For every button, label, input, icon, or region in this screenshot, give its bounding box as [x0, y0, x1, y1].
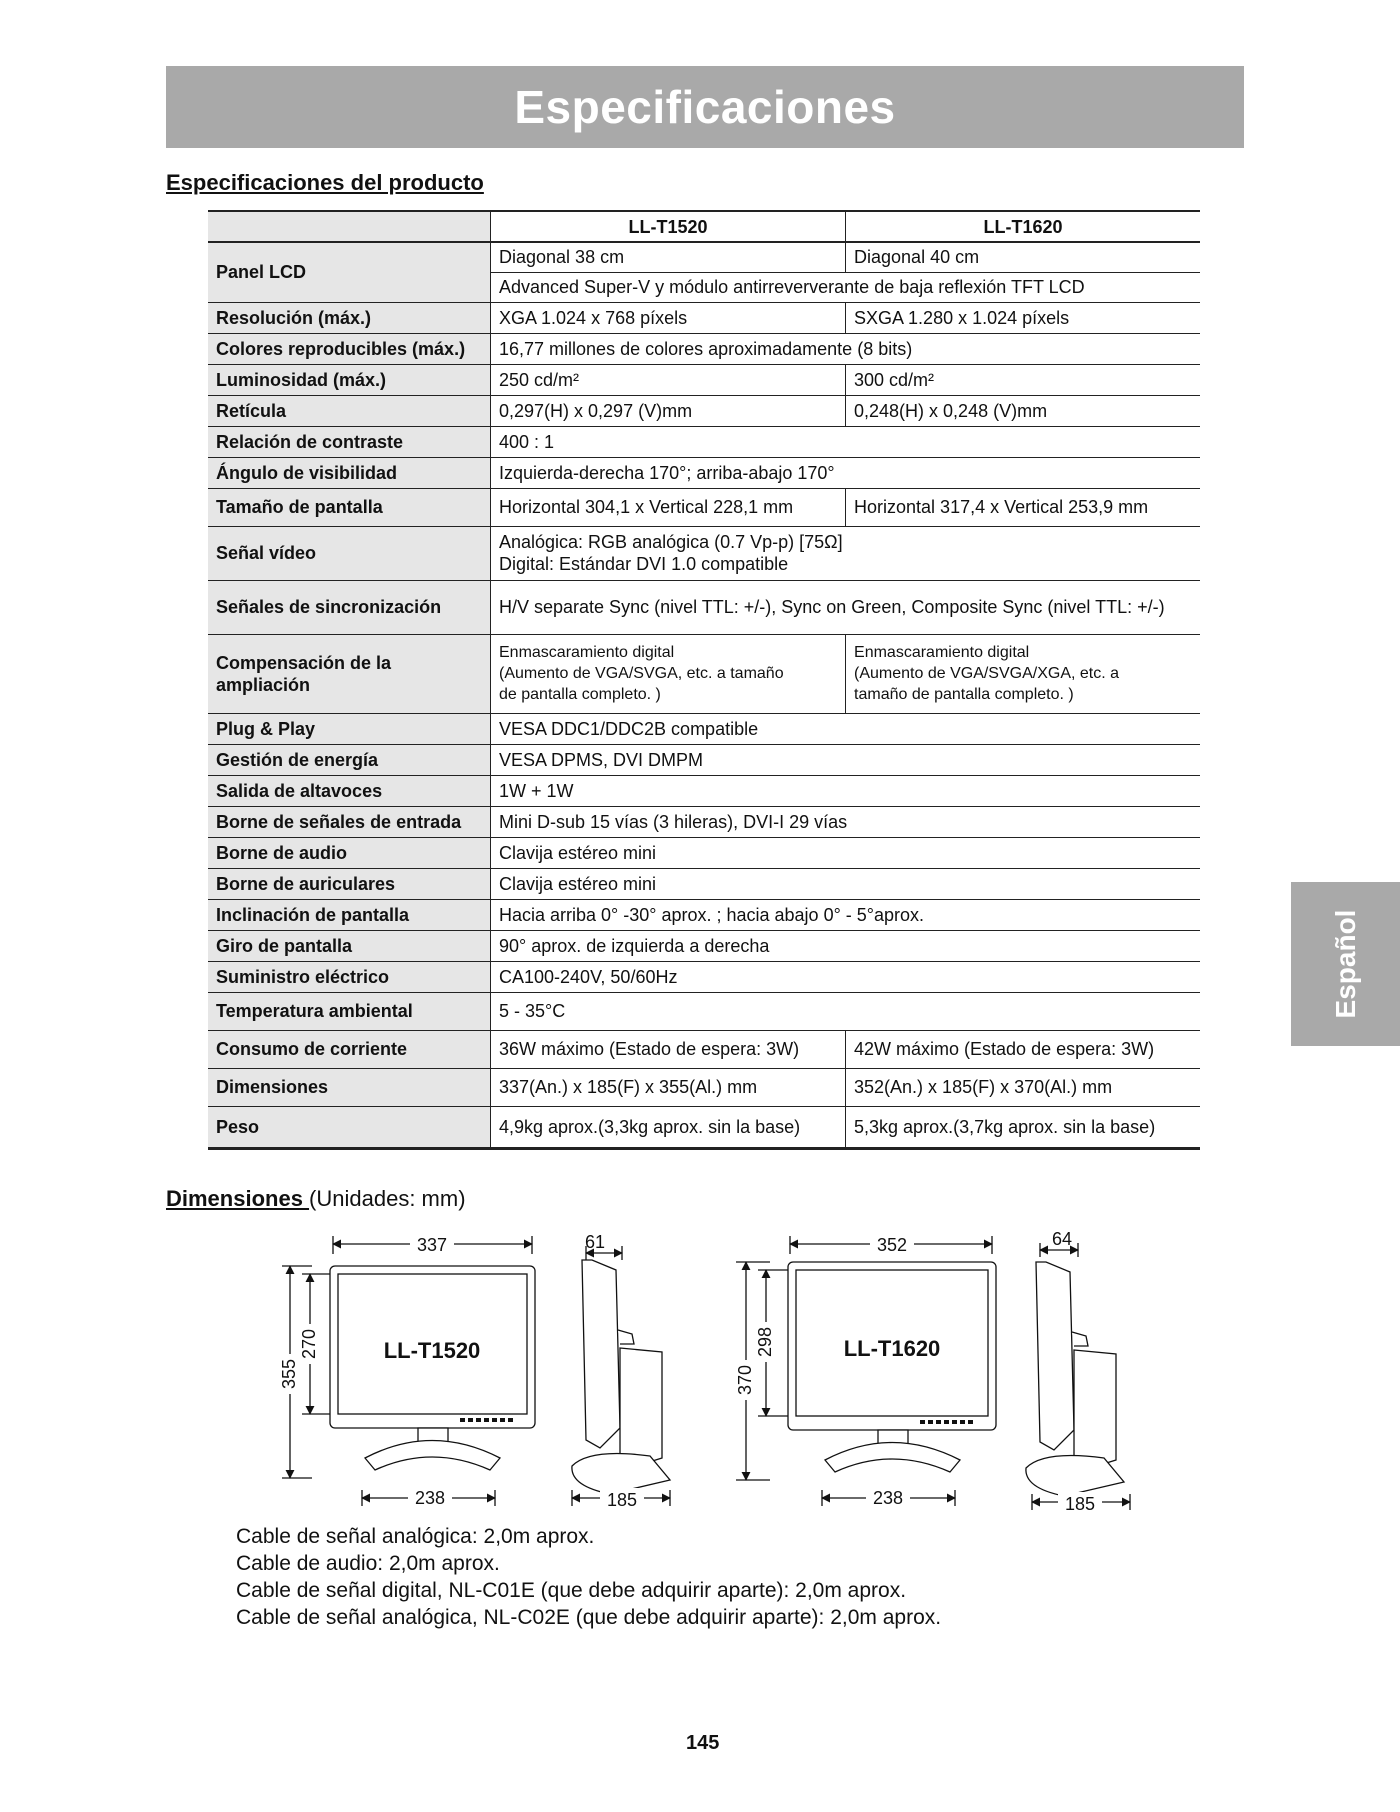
height-label-1: 355	[279, 1358, 299, 1390]
table-row	[208, 488, 1200, 526]
table-row	[208, 930, 1200, 961]
table-row	[208, 775, 1200, 806]
cell-value: XGA 1.024 x 768 píxels	[491, 302, 846, 333]
cell-value: Diagonal 40 cm	[846, 242, 1200, 272]
cell-line: (Aumento de VGA/SVGA/XGA, etc. a	[854, 665, 1120, 682]
row-label: Retícula	[208, 395, 491, 426]
note-line: Cable de señal analógica, NL-C02E (que debe adquirir aparte): 2,0m aprox.	[236, 1606, 942, 1629]
screen-height-label-2: 298	[755, 1326, 775, 1358]
cell-value: 16,77 millones de colores aproximadamente (8 bits)	[491, 333, 1201, 364]
width-label-2: 352	[876, 1235, 908, 1255]
note-line: Cable de audio: 2,0m aprox.	[236, 1552, 500, 1575]
table-header-row	[208, 211, 1200, 242]
table-row	[208, 426, 1200, 457]
cell-value: 5 - 35°C	[491, 992, 1201, 1030]
table-row	[208, 744, 1200, 775]
row-label: Señales de sincronización	[208, 580, 491, 634]
column-header: LL-T1520	[491, 211, 846, 242]
side-view-ll-t1520	[572, 1246, 670, 1506]
cell-value: VESA DPMS, DVI DMPM	[491, 744, 1201, 775]
cell-line: Enmascaramiento digital	[854, 644, 1030, 661]
page-title: Especificaciones	[514, 81, 896, 133]
table-corner	[208, 211, 491, 242]
cell-line: (Aumento de VGA/SVGA, etc. a tamaño	[499, 665, 784, 682]
row-label: Giro de pantalla	[208, 930, 491, 961]
row-label: Salida de altavoces	[208, 775, 491, 806]
cell-value: 0,297(H) x 0,297 (V)mm	[491, 395, 846, 426]
table-row	[208, 364, 1200, 395]
note-line: Cable de señal digital, NL-C01E (que debe adquirir aparte): 2,0m aprox.	[236, 1579, 907, 1602]
spec-table	[208, 210, 1200, 1150]
dimensions-units: (Unidades: mm)	[309, 1186, 466, 1211]
table-row	[208, 580, 1200, 634]
table-row	[208, 1106, 1200, 1148]
table-row	[208, 395, 1200, 426]
cell-value	[491, 634, 846, 713]
cell-value: H/V separate Sync (nivel TTL: +/-), Sync on Green, Composite Sync (nivel TTL: +/-)	[491, 580, 1201, 634]
cell-value: 400 : 1	[491, 426, 1201, 457]
dimension-diagrams	[270, 1218, 1150, 1518]
cell-value: Clavija estéreo mini	[491, 837, 1201, 868]
base-width-label-1: 238	[414, 1488, 446, 1508]
note-line: Cable de señal analógica: 2,0m aprox.	[236, 1525, 595, 1548]
cell-value: 90° aprox. de izquierda a derecha	[491, 930, 1201, 961]
row-label: Borne de audio	[208, 837, 491, 868]
table-row	[208, 992, 1200, 1030]
cell-value: Horizontal 317,4 x Vertical 253,9 mm	[846, 488, 1200, 526]
base-depth-label-1: 185	[606, 1490, 638, 1510]
language-tab-label: Español	[1329, 909, 1361, 1019]
cell-value: 0,248(H) x 0,248 (V)mm	[846, 395, 1200, 426]
table-row	[208, 634, 1200, 713]
table-row	[208, 899, 1200, 930]
depth-label-2: 64	[1051, 1229, 1073, 1249]
width-label-1: 337	[416, 1235, 448, 1255]
cell-value: Hacia arriba 0° -30° aprox. ; hacia abajo 0° - 5°aprox.	[491, 899, 1201, 930]
row-label: Plug & Play	[208, 713, 491, 744]
cell-value: 352(An.) x 185(F) x 370(Al.) mm	[846, 1068, 1200, 1106]
cell-value: 250 cd/m²	[491, 364, 846, 395]
table-row	[208, 302, 1200, 333]
page-title-banner	[166, 66, 1244, 148]
table-row	[208, 1068, 1200, 1106]
height-label-2: 370	[735, 1364, 755, 1396]
cell-value: Izquierda-derecha 170°; arriba-abajo 170°	[491, 457, 1201, 488]
cell-line: de pantalla completo. )	[499, 686, 661, 703]
row-label: Peso	[208, 1106, 491, 1148]
table-row	[208, 333, 1200, 364]
cell-value: Horizontal 304,1 x Vertical 228,1 mm	[491, 488, 846, 526]
row-label: Luminosidad (máx.)	[208, 364, 491, 395]
dimensions-heading: Dimensiones	[166, 1186, 310, 1211]
cell-value	[491, 526, 1201, 580]
side-view-ll-t1620	[1026, 1243, 1130, 1510]
cell-value: CA100-240V, 50/60Hz	[491, 961, 1201, 992]
page-number: 145	[686, 1732, 720, 1754]
row-label: Borne de señales de entrada	[208, 806, 491, 837]
row-label: Compensación de la ampliación	[208, 634, 491, 713]
base-width-label-2: 238	[872, 1488, 904, 1508]
row-label: Temperatura ambiental	[208, 992, 491, 1030]
cell-value: 300 cd/m²	[846, 364, 1200, 395]
cell-value: 1W + 1W	[491, 775, 1201, 806]
table-row	[208, 806, 1200, 837]
row-label: Gestión de energía	[208, 744, 491, 775]
section-title-dimensions	[166, 1186, 466, 1212]
row-label: Colores reproducibles (máx.)	[208, 333, 491, 364]
cell-value: Advanced Super-V y módulo antirreververante de baja reflexión TFT LCD	[491, 272, 1201, 302]
base-depth-label-2: 185	[1064, 1494, 1096, 1514]
cell-value: 36W máximo (Estado de espera: 3W)	[491, 1030, 846, 1068]
table-row	[208, 713, 1200, 744]
model-label-1: LL-T1520	[383, 1338, 481, 1363]
cell-line: Enmascaramiento digital	[499, 644, 675, 661]
cell-value: SXGA 1.280 x 1.024 píxels	[846, 302, 1200, 333]
language-tab	[1291, 882, 1400, 1046]
table-row	[208, 1030, 1200, 1068]
table-row	[208, 526, 1200, 580]
row-label: Señal vídeo	[208, 526, 491, 580]
row-label: Panel LCD	[208, 242, 491, 302]
video-digital: Digital: Estándar DVI 1.0 compatible	[499, 554, 789, 574]
cell-value: 5,3kg aprox.(3,7kg aprox. sin la base)	[846, 1106, 1200, 1148]
row-label: Dimensiones	[208, 1068, 491, 1106]
depth-label-1: 61	[584, 1232, 606, 1252]
row-label: Inclinación de pantalla	[208, 899, 491, 930]
cell-value: Clavija estéreo mini	[491, 868, 1201, 899]
table-row	[208, 868, 1200, 899]
table-row	[208, 837, 1200, 868]
row-label: Suministro eléctrico	[208, 961, 491, 992]
cell-value	[846, 634, 1200, 713]
row-label: Borne de auriculares	[208, 868, 491, 899]
front-view-ll-t1520	[282, 1236, 535, 1506]
cell-value: Diagonal 38 cm	[491, 242, 846, 272]
cell-value: Mini D-sub 15 vías (3 hileras), DVI-I 29 vías	[491, 806, 1201, 837]
front-view-ll-t1620	[736, 1236, 996, 1506]
cell-value: 337(An.) x 185(F) x 355(Al.) mm	[491, 1068, 846, 1106]
row-label: Ángulo de visibilidad	[208, 457, 491, 488]
cable-notes	[236, 1523, 941, 1631]
video-analog: Analógica: RGB analógica (0.7 Vp-p) [75Ω]	[499, 532, 843, 552]
section-title-product: Especificaciones del producto	[166, 170, 484, 195]
row-label: Tamaño de pantalla	[208, 488, 491, 526]
cell-line: tamaño de pantalla completo. )	[854, 686, 1074, 703]
model-label-2: LL-T1620	[843, 1336, 941, 1361]
table-row	[208, 242, 1200, 272]
row-label: Relación de contraste	[208, 426, 491, 457]
cell-value: VESA DDC1/DDC2B compatible	[491, 713, 1201, 744]
screen-height-label-1: 270	[299, 1328, 319, 1360]
table-row	[208, 961, 1200, 992]
row-label: Resolución (máx.)	[208, 302, 491, 333]
table-row	[208, 457, 1200, 488]
cell-value: 4,9kg aprox.(3,3kg aprox. sin la base)	[491, 1106, 846, 1148]
column-header: LL-T1620	[846, 211, 1200, 242]
row-label: Consumo de corriente	[208, 1030, 491, 1068]
cell-value: 42W máximo (Estado de espera: 3W)	[846, 1030, 1200, 1068]
